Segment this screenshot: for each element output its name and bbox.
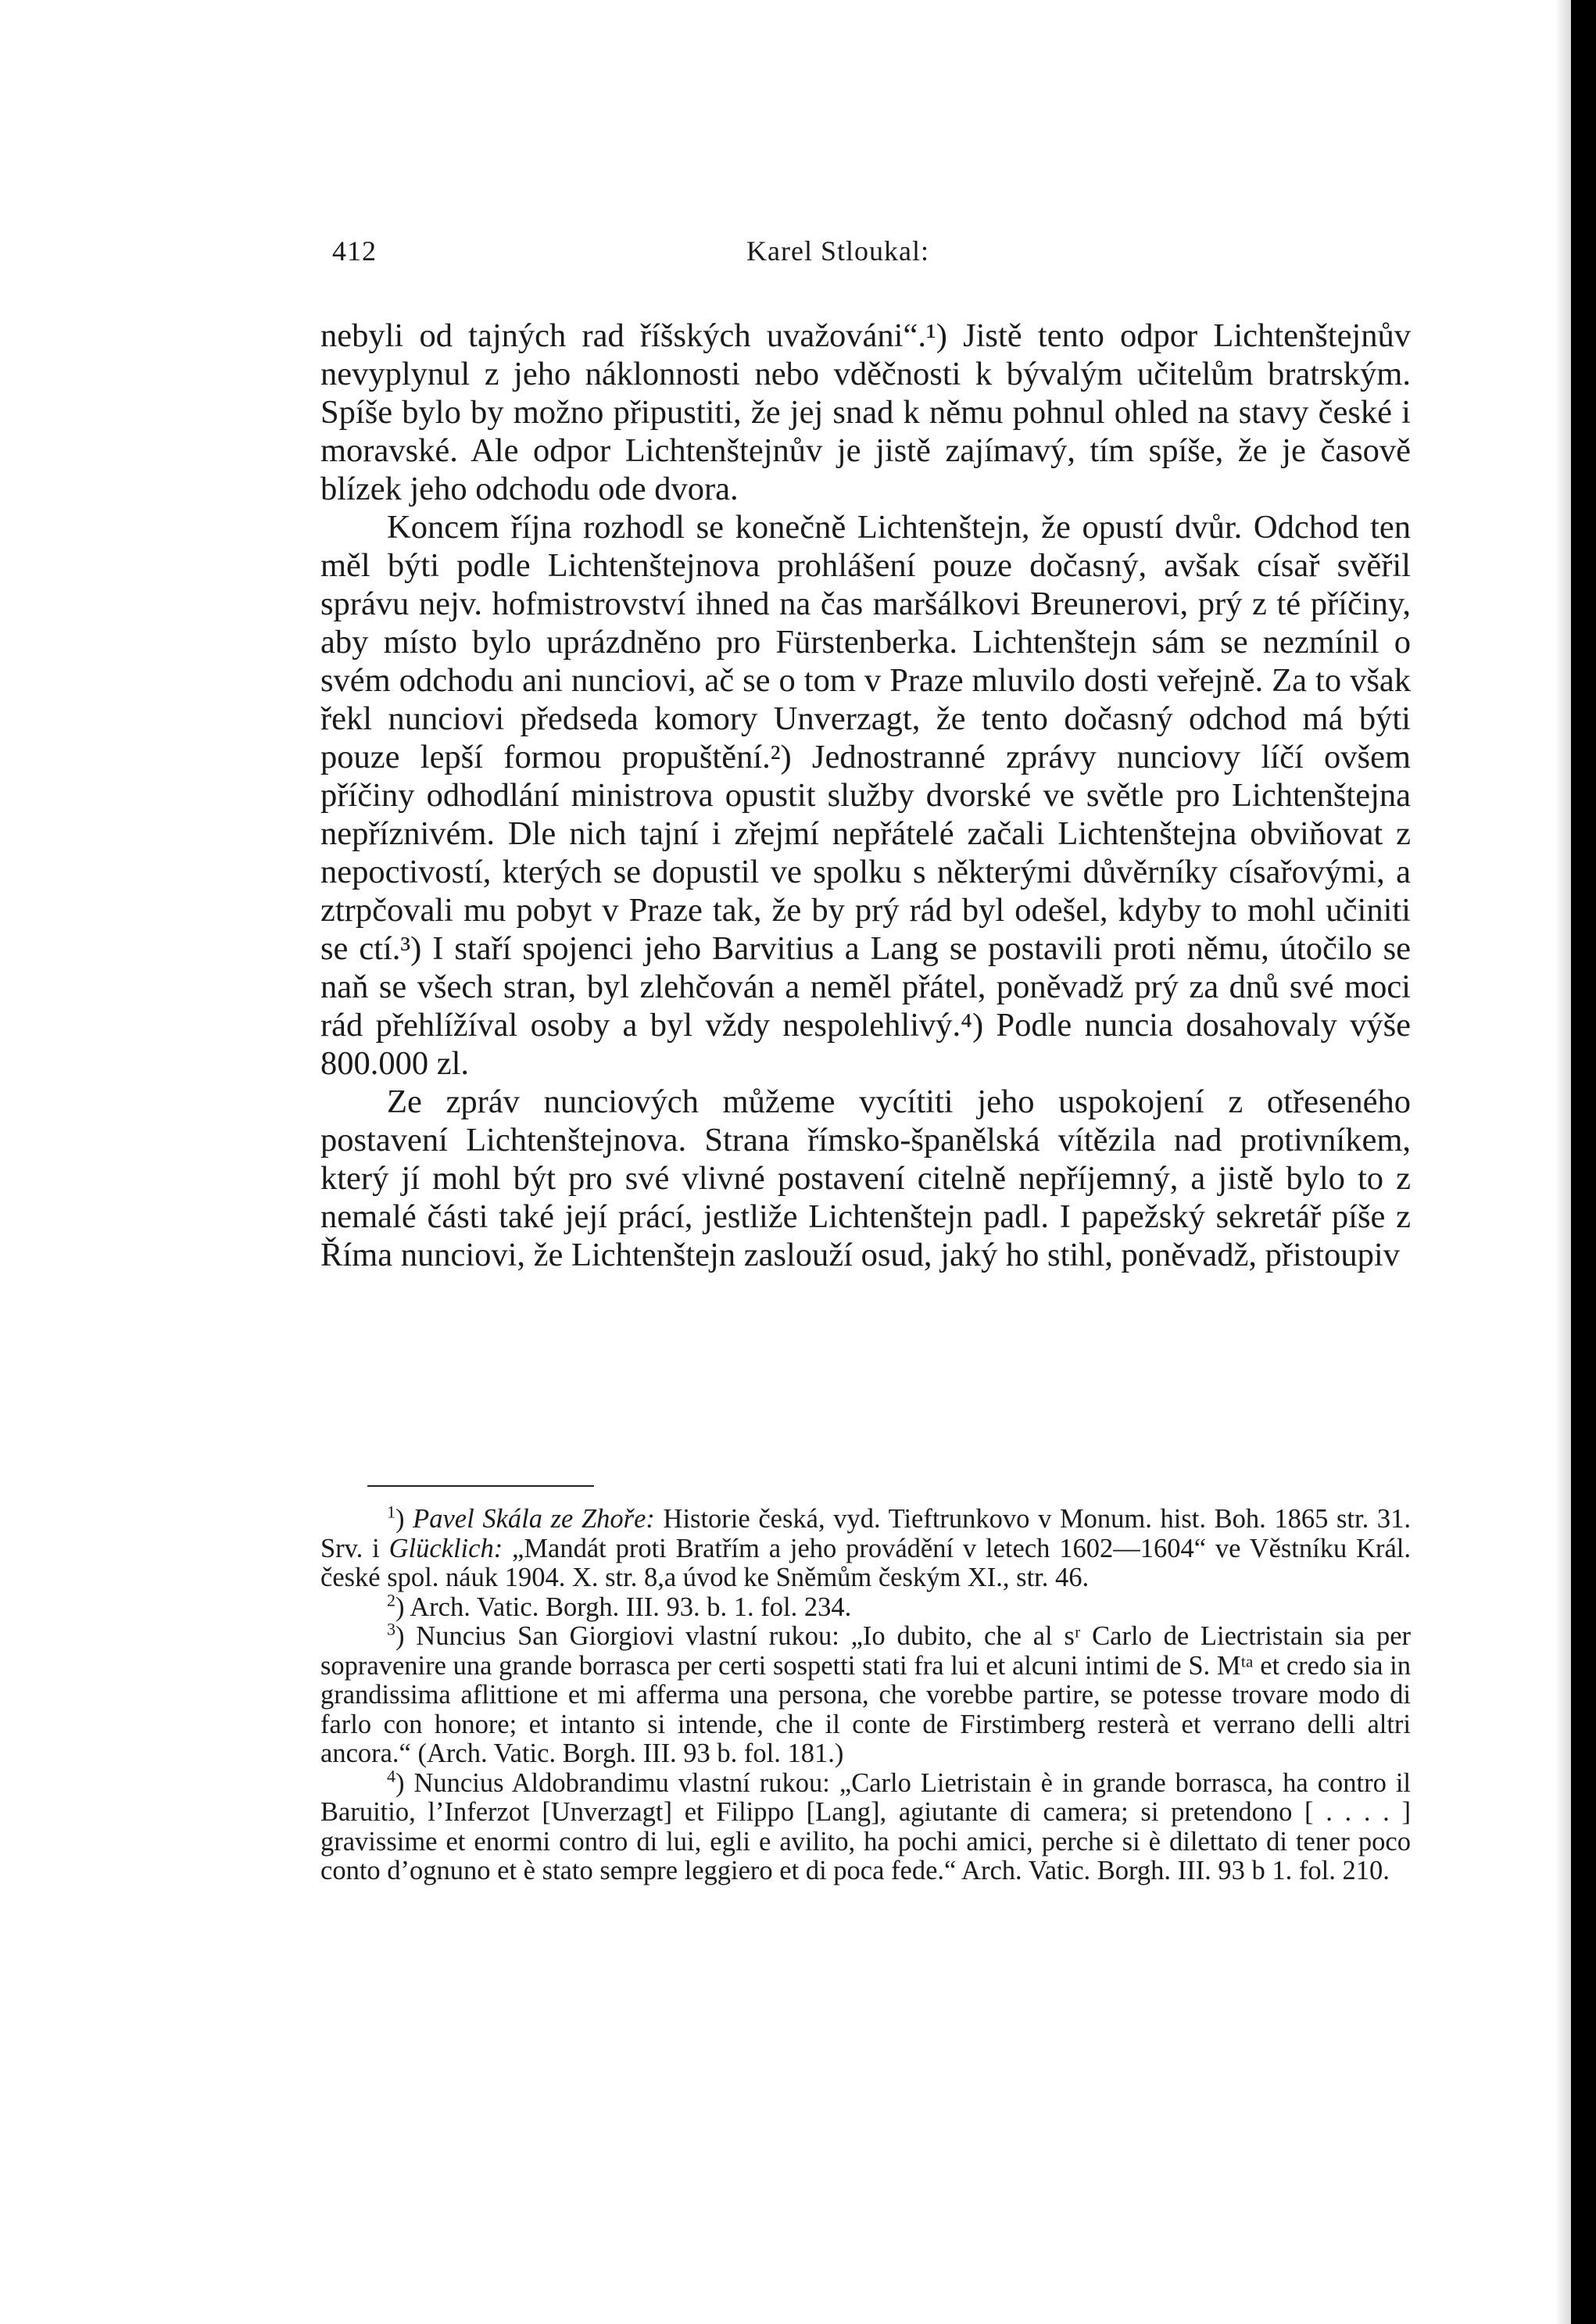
- footnote-text: Arch. Vatic. Borgh. III. 93. b. 1. fol. 234.: [404, 1592, 852, 1622]
- footnotes: [320, 1502, 1412, 1886]
- footnote-mark: 3: [387, 1619, 395, 1639]
- page-header: [332, 235, 1411, 281]
- footnote-mark: 1: [387, 1502, 395, 1522]
- footnote-mark: 4: [387, 1766, 395, 1785]
- footnote-text: Nuncius San Giorgiovi vlastní rukou: „Io dubito, che al sʳ Carlo de Liectristain sia per sopravenire una grande borrasca per certi sospetti stati fra lui et alcuni intimi de S. Mᵗᵃ et credo sia in grandissima aflittione et mi afferma una persona, che vorebbe partire, se potesse trovare modo di farlo con honore; et intanto si intende, che il conte de Firstimberg resterà et verrano delli altri ancora.“ (Arch. Vatic. Borgh. III. 93 b. fol. 181.): [320, 1621, 1411, 1768]
- paragraph-2: Koncem října rozhodl se konečně Lichtenštejn, že opustí dvůr. Odchod ten měl býti podle Lichtenštejnova prohlášení pouze dočasný, avšak císař svěřil správu nejv. hofmistrovství ihned na čas maršálkovi Breunerovi, prý z té příčiny, aby místo bylo uprázdněno pro Fürstenberka. Lichtenštejn sám se nezmínil o svém odchodu ani nunciovi, ač se o tom v Praze mluvilo dosti veřejně. Za to však řekl nunciovi předseda komory Unverzagt, že tento dočasný odchod má býti pouze lepší formou propuštění.²) Jednostranné zprávy nunciovy líčí ovšem příčiny odhodlání ministrova opustit služby dvorské ve světle pro Lichtenštejna nepříznivém. Dle nich tajní i zřejmí nepřátelé začali Lichtenštejna obviňovat z nepoctivostí, kterých se dopustil ve spolku s některými důvěrníky císařovými, a ztrpčovali mu pobyt v Praze tak, že by prý rád byl odešel, kdyby to mohl učiniti se ctí.³) I staří spojenci jeho Barvitius a Lang se postavili proti němu, útočilo se naň se všech stran, byl zlehčován a neměl přátel, poněvadž prý za dnů své moci rád přehlížíval osoby a byl vždy nespolehlivý.⁴) Podle nuncia dosahovaly výše 800.000 zl.: [320, 509, 1411, 1082]
- footnote-mark: 2: [387, 1590, 395, 1610]
- paragraph-1: nebyli od tajných rad říšských uvažováni“.¹) Jistě tento odpor Lichtenštejnův nevyplynul z jeho náklonnosti nebo vděčnosti k bývalým učitelům bratrským. Spíše bylo by možno připustiti, že jej snad k němu pohnul ohled na stavy české i moravské. Ale odpor Lichtenštejnův je jistě zajímavý, tím spíše, že je časově blízek jeho odchodu ode dvora.: [320, 317, 1411, 507]
- footnote-author: Pavel Skála ze Zhoře:: [413, 1504, 655, 1534]
- footnote-3: $^3$) Nuncius San Giorgiovi vlastní rukou: „Io dubito, che al sʳ Carlo de Liectristain sia per sopravenire una grande borrasca per certi sospetti stati fra lui et alcuni intimi de S. Mᵗᵃ et credo sia in grandissima aflittione et mi afferma una persona, che vorebbe partire, se potesse trovare modo di farlo con honore; et intanto si intende, che il conte de Firstimberg resterà et verrano delli altri ancora.“ (Arch. Vatic. Borgh. III. 93 b. fol. 181.): [320, 1619, 1411, 1768]
- footnote-text: „Mandát proti Bratřím a jeho provádění v letech 1602—1604“ ve Věstníku Král. české spol. náuk 1904. X. str. 8,a úvod ke Sněmům českým XI., str. 46.: [320, 1533, 1412, 1592]
- paragraph-3: Ze zpráv nunciových můžeme vycítiti jeho uspokojení z otřeseného postavení Lichtenštejnova. Strana římsko-španělská vítězila nad protivníkem, který jí mohl být pro své vlivné postavení citelně nepříjemný, a jistě bylo to z nemalé části také její prácí, jestliže Lichtenštejn padl. I papežský sekretář píše z Říma nunciovi, že Lichtenštejn zaslouží osud, jaký ho stihl, poněvadž, přistoupiv: [320, 1083, 1411, 1273]
- page-number: 412: [332, 235, 377, 267]
- running-head: Karel Stloukal:: [746, 235, 929, 267]
- footnote-4: $^4$) Nuncius Aldobrandimu vlastní rukou: „Carlo Lietristain è in grande borrasca, ha contro il Baruitio, l’Inferzot [Unverzagt] et Filippo [Lang], agiutante di camera; si pretendono [ . . . . ] gravissime et enormi contro di lui, egli e avilito, ha pochi amici, perche si è dilettato di tener poco conto d’ognuno et è stato sempre leggiero et di poca fede.“ Arch. Vatic. Borgh. III. 93 b 1. fol. 210.: [320, 1766, 1411, 1885]
- footnote-text: Historie česká, vyd. Tieftrunkovo v Monum. hist. Boh. 1865 str. 31. Srv. i: [320, 1504, 1411, 1563]
- footnote-1: $^1$) Pavel Skála ze Zhoře: Historie česká, vyd. Tieftrunkovo v Monum. hist. Boh. 1865 str. 31. Srv. i Glücklich: „Mandát proti Bratřím a jeho provádění v letech 1602—1604“ ve Věstníku Král. české spol. náuk 1904. X. str. 8,a úvod ke Sněmům českým XI., str. 46.: [320, 1502, 1412, 1592]
- footnote-author: Glücklich:: [388, 1533, 503, 1563]
- footnote-2: $^2$) Arch. Vatic. Borgh. III. 93. b. 1. fol. 234.: [387, 1590, 852, 1622]
- footnote-separator: [367, 1485, 594, 1487]
- footnote-text: Nuncius Aldobrandimu vlastní rukou: „Carlo Lietristain è in grande borrasca, ha contro il Baruitio, l’Inferzot [Unverzagt] et Filippo [Lang], agiutante di camera; si pretendono [ . . . . ] gravissime et enormi contro di lui, egli e avilito, ha pochi amici, perche si è dilettato di tener poco conto d’ognuno et è stato sempre leggiero et di poca fede.“ Arch. Vatic. Borgh. III. 93 b 1. fol. 210.: [320, 1767, 1411, 1885]
- page-edge-shadow: [1555, 0, 1571, 2324]
- main-text: [320, 317, 1411, 1274]
